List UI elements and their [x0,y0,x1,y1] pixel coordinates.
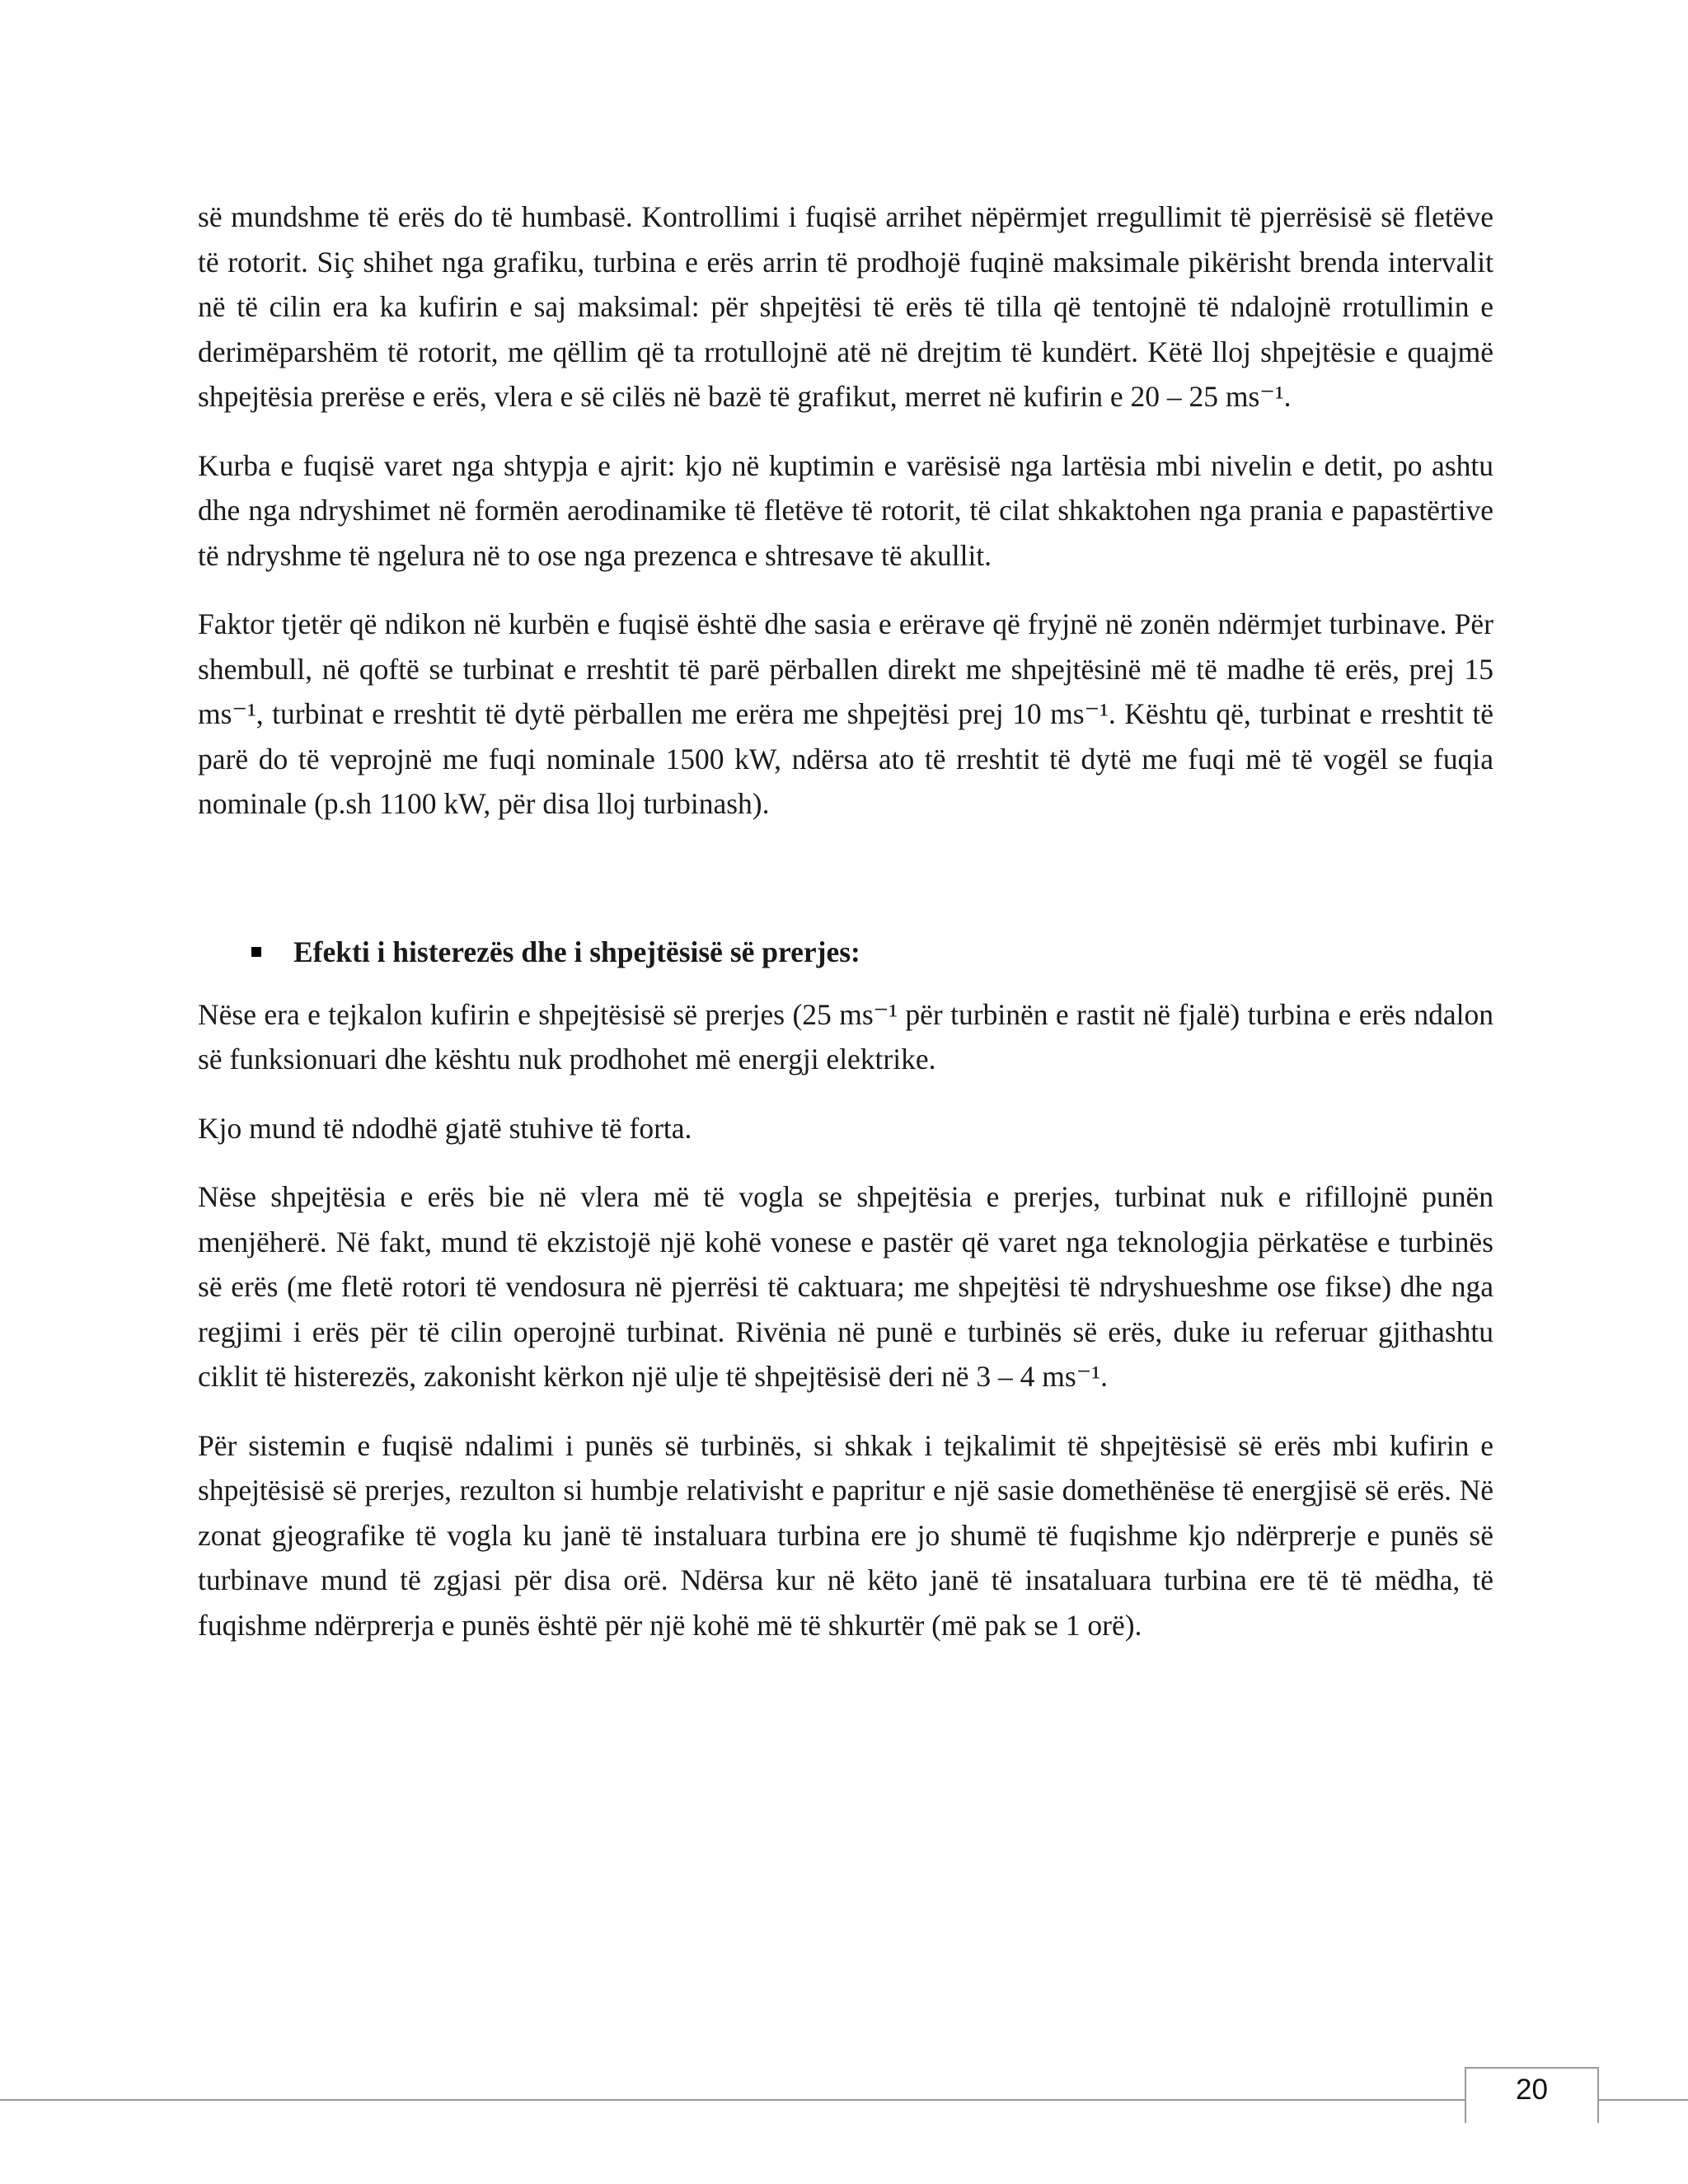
paragraph-power-system-loss: Për sistemin e fuqisë ndalimi i punës së turbinës, si shkak i tejkalimit të shpejtësisë së erës mbi kufirin e shpejtësisë së prerjes, rezulton si humbje relativisht e papritur e një sasie domethënëse të energjisë së erës. Në zonat gjeografike të vogla ku janë të instaluara turbina ere jo shumë të fuqishme kjo ndërprerje e punës së turbinave mund të zgjasi për disa orë. Ndërsa kur në këto janë të insataluara turbina ere të të mëdha, të fuqishme ndërprerja e punës është për një kohë më të shkurtër (më pak se 1 orë). [198,1428,1493,1642]
footer-rule [0,2099,1688,2101]
paragraph-hysteresis-restart: Nëse shpejtësia e erës bie në vlera më të vogla se shpejtësia e prerjes, turbinat nuk e rifillojnë punën menjëherë. Në fakt, mund të ekzistojë një kohë vonese e pastër që varet nga teknologjia përkatëse e turbinës së erës (me fletë rotori të vendosura në pjerrësi të caktuara; me shpejtësi të ndryshueshme ose fikse) dhe nga regjimi i erës për të cilin operojnë turbinat. Rivënia në punë e turbinës së erës, duke iu referuar gjithashtu ciklit të histerezës, zakonisht kërkon një ulje të shpejtësisë deri në 3 – 4 ms⁻¹. [198,1180,1493,1393]
square-bullet-icon [251,947,261,957]
page-content [198,194,1493,1671]
paragraph-wind-between-turbines: Faktor tjetër që ndikon në kurbën e fuqisë është dhe sasia e erërave që fryjnë në zonën ndërmjet turbinave. Për shembull, në qoftë se turbinat e rreshtit të parë përballen direkt me shpejtësinë më të madhe të erës, prej 15 ms⁻¹, turbinat e rreshtit të dytë përballen me erëra me shpejtësi prej 10 ms⁻¹. Kështu që, turbinat e rreshtit të parë do të veprojnë me fuqi nominale 1500 kW, ndërsa ato të rreshtit të dytë me fuqi më të vogël se fuqia nominale (p.sh 1100 kW, për disa lloj turbinash). [198,607,1493,820]
paragraph-cut-out-speed: Nëse era e tejkalon kufirin e shpejtësisë së prerjes (25 ms⁻¹ për turbinën e rastit në fjalë) turbina e erës ndalon së funksionuari dhe kështu nuk prodhohet më energji elektrike. [198,997,1493,1076]
paragraph-storms: Kjo mund të ndodhë gjatë stuhive të forta. [198,1111,692,1145]
section-heading-row [251,930,1493,974]
section-heading: Efekti i histerezës dhe i shpejtësisë së prerjes: [293,935,860,968]
paragraph-rotor-control: së mundshme të erës do të humbasë. Kontrollimi i fuqisë arrihet nëpërmjet rregullimit të pjerrësisë së fletëve të rotorit. Siç shihet nga grafiku, turbina e erës arrin të prodhojë fuqinë maksimale pikërisht brenda intervalit në të cilin era ka kufirin e saj maksimal: për shpejtësi të erës të tilla që tentojnë të ndalojnë rrotullimin e derimëparshëm të rotorit, me qëllim që ta rrotullojnë atë në drejtim të kundërt. Këtë lloj shpejtësie e quajmë shpejtësia prerëse e erës, vlera e së cilës në bazë të grafikut, merret në kufirin e 20 – 25 ms⁻¹. [198,200,1493,413]
paragraph-power-curve-pressure: Kurba e fuqisë varet nga shtypja e ajrit: kjo në kuptimin e varësisë nga lartësia mbi nivelin e detit, po ashtu dhe nga ndryshimet në formën aerodinamike të fletëve të rotorit, të cilat shkaktohen nga prania e papastërtive të ndryshme të ngelura në to ose nga prezenca e shtresave të akullit. [198,448,1493,572]
page-number: 20 [1516,2074,1548,2106]
